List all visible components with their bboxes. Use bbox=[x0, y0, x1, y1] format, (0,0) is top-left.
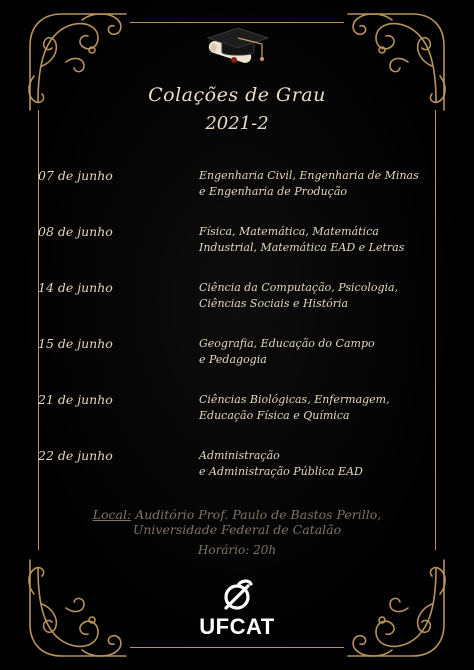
schedule-courses bbox=[199, 392, 459, 424]
course-line: e Engenharia de Produção bbox=[199, 185, 348, 198]
schedule-date: 15 de junho bbox=[38, 336, 113, 351]
course-line: Engenharia Civil, Engenharia de Minas bbox=[199, 169, 419, 182]
ornamental-flourish-icon bbox=[22, 554, 132, 664]
frame-bottom-line bbox=[130, 647, 344, 648]
schedule-courses bbox=[199, 336, 459, 368]
location-line-2: Universidade Federal de Catalão bbox=[132, 522, 342, 537]
page-subtitle-year: 2021-2 bbox=[205, 113, 269, 134]
frame-top-line bbox=[130, 22, 344, 23]
course-line: Ciências Biológicas, Enfermagem, bbox=[199, 393, 390, 406]
event-location bbox=[0, 507, 474, 537]
ufcat-logo bbox=[190, 576, 284, 640]
course-line: e Pedagogia bbox=[199, 353, 267, 366]
page-title: Colações de Grau bbox=[148, 84, 326, 106]
graduation-cap-diploma-icon bbox=[204, 24, 270, 74]
course-line: Educação Física e Química bbox=[199, 409, 350, 422]
location-line-1 bbox=[0, 507, 474, 522]
ufcat-logo-text: UFCAT bbox=[199, 614, 275, 639]
schedule-date: 07 de junho bbox=[38, 168, 113, 183]
schedule-courses bbox=[199, 168, 459, 200]
course-line: Geografia, Educação do Campo bbox=[199, 337, 375, 350]
course-line: Administração bbox=[199, 449, 280, 462]
course-line: Ciência da Computação, Psicologia, bbox=[199, 281, 399, 294]
schedule-courses bbox=[199, 224, 459, 256]
course-line: Industrial, Matemática EAD e Letras bbox=[199, 241, 405, 254]
schedule-date: 22 de junho bbox=[38, 448, 113, 463]
course-line: Física, Matemática, Matemática bbox=[199, 225, 379, 238]
location-venue: Auditório Prof. Paulo de Bastos Perillo, bbox=[131, 507, 382, 522]
schedule-courses bbox=[199, 448, 459, 480]
location-label: Local: bbox=[92, 507, 132, 522]
schedule-courses bbox=[199, 280, 459, 312]
ornamental-flourish-icon bbox=[342, 554, 452, 664]
schedule-date: 08 de junho bbox=[38, 224, 113, 239]
course-line: Ciências Sociais e História bbox=[199, 297, 349, 310]
ufcat-logo-mark-icon bbox=[217, 576, 257, 616]
event-time: Horário: 20h bbox=[197, 543, 277, 557]
schedule-date: 14 de junho bbox=[38, 280, 113, 295]
schedule-date: 21 de junho bbox=[38, 392, 113, 407]
course-line: e Administração Pública EAD bbox=[199, 465, 363, 478]
